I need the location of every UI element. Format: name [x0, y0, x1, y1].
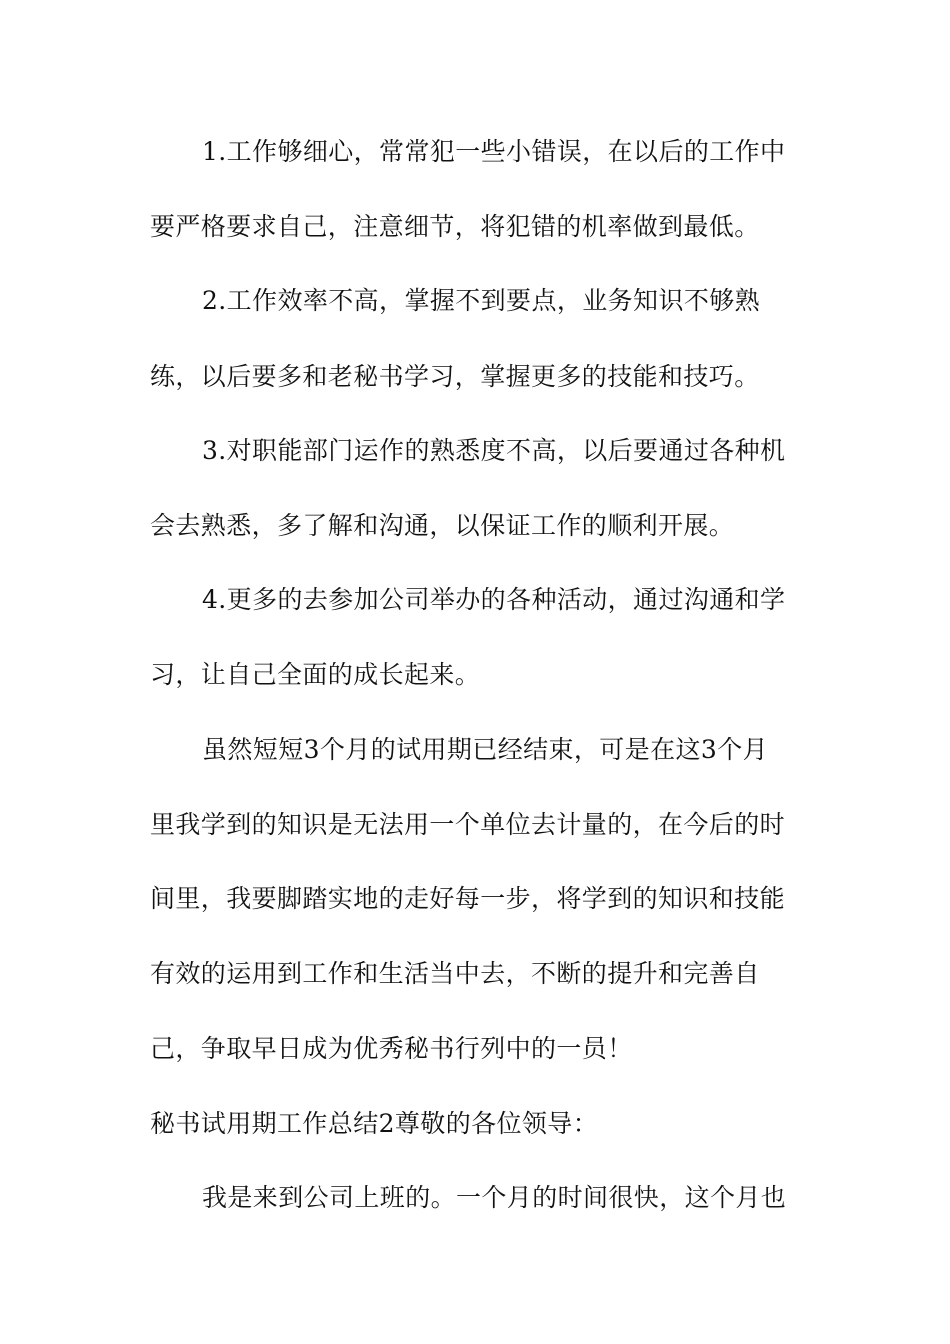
paragraph-line-15: 我是来到公司上班的。一个月的时间很快，这个月也 [202, 1183, 787, 1212]
paragraph-line-5: 3.对职能部门运作的熟悉度不高，以后要通过各种机 [202, 436, 786, 465]
paragraph-line-7: 4.更多的去参加公司举办的各种活动，通过沟通和学 [202, 585, 786, 614]
paragraph-line-2: 要严格要求自己，注意细节，将犯错的机率做到最低。 [150, 212, 760, 241]
paragraph-line-13: 己，争取早日成为优秀秘书行列中的一员！ [150, 1034, 633, 1063]
paragraph-line-9: 虽然短短3个月的试用期已经结束，可是在这3个月 [202, 735, 769, 764]
paragraph-line-12: 有效的运用到工作和生活当中去，不断的提升和完善自 [150, 959, 760, 988]
paragraph-line-3: 2.工作效率不高，掌握不到要点，业务知识不够熟 [202, 286, 761, 315]
section-title-line: 秘书试用期工作总结2尊敬的各位领导： [150, 1109, 599, 1138]
paragraph-line-6: 会去熟悉，多了解和沟通，以保证工作的顺利开展。 [150, 511, 735, 540]
paragraph-line-11: 间里，我要脚踏实地的走好每一步，将学到的知识和技能 [150, 884, 786, 913]
paragraph-line-4: 练，以后要多和老秘书学习，掌握更多的技能和技巧。 [150, 362, 760, 391]
paragraph-line-8: 习，让自己全面的成长起来。 [150, 660, 481, 689]
paragraph-line-10: 里我学到的知识是无法用一个单位去计量的，在今后的时 [150, 810, 786, 839]
paragraph-line-1: 1.工作够细心，常常犯一些小错误，在以后的工作中 [202, 137, 786, 166]
